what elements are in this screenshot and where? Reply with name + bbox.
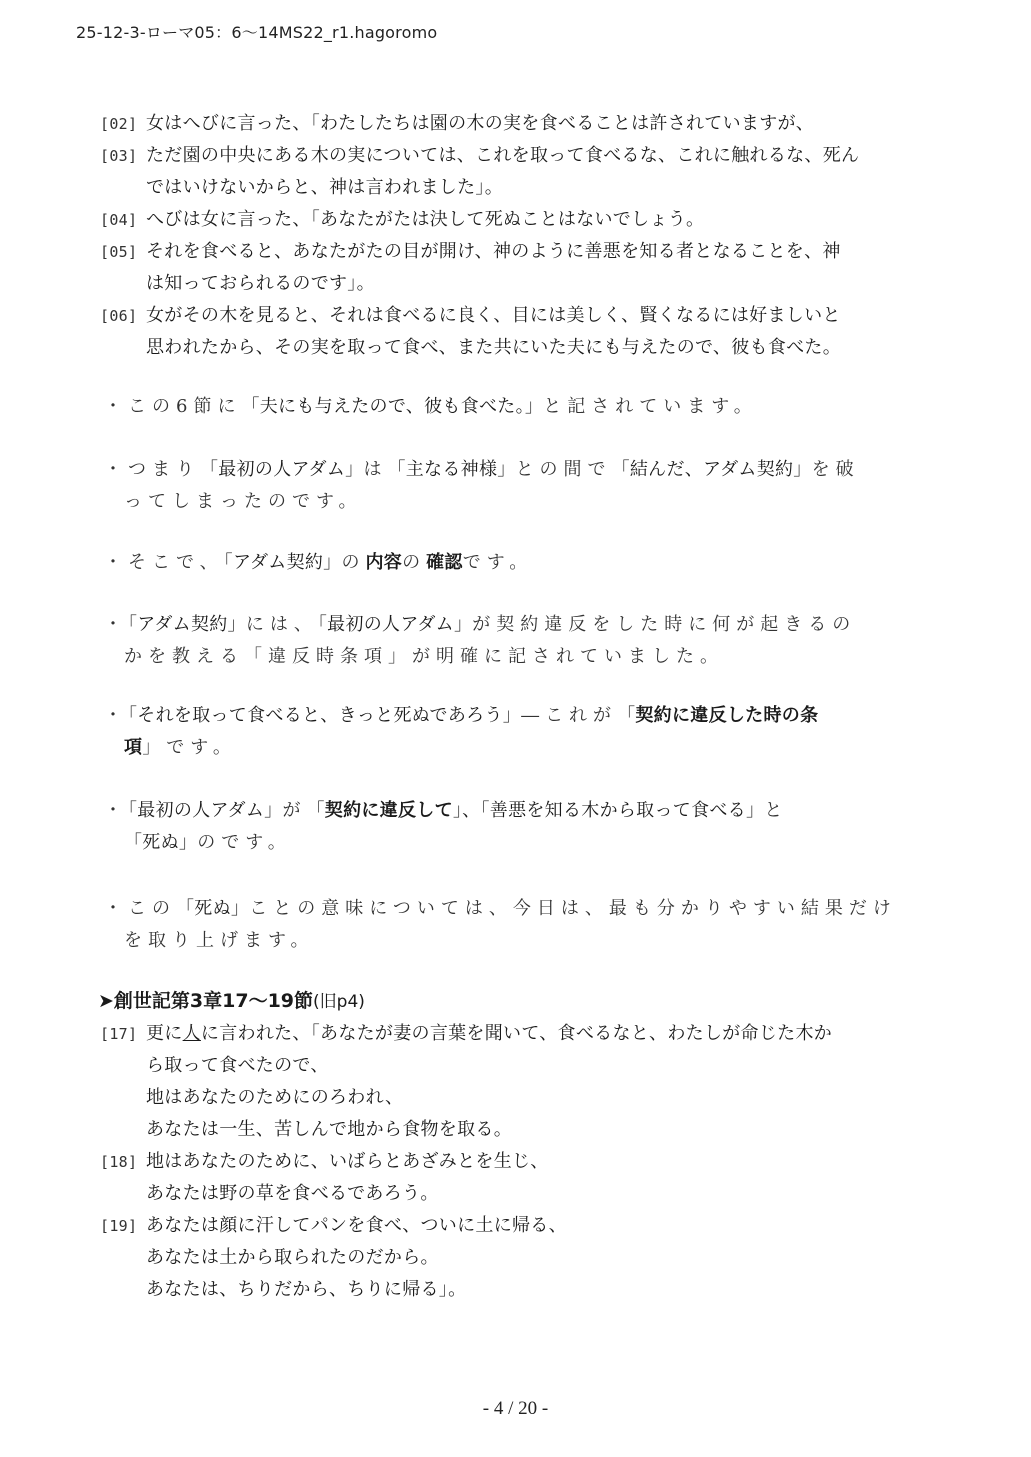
bullet-text: の bbox=[402, 552, 427, 573]
verse-line: 思われたから、その実を取って食べ、また共にいた夫にも与えたので、彼も食べた。 bbox=[146, 337, 842, 358]
bullet-paragraph-1 bbox=[104, 391, 934, 423]
verse-17 bbox=[100, 1018, 930, 1146]
verse-line: あなたは一生、苦しんで地から食物を取る。 bbox=[146, 1119, 512, 1140]
bold-text: 確認 bbox=[426, 552, 463, 573]
bullet-text: と記されています。 bbox=[543, 396, 758, 417]
bullet-paragraph-6 bbox=[104, 795, 934, 859]
bullet-text: 」です。 bbox=[142, 737, 237, 758]
verse-number: [02] bbox=[100, 115, 138, 133]
verse-line: 女はへびに言った、「わたしたちは園の木の実を食べることは許されていますが、 bbox=[146, 113, 815, 134]
bullet-paragraph-4 bbox=[104, 609, 934, 673]
quote-text: 「それを取って食べると、きっと死ぬであろう」 bbox=[128, 705, 522, 726]
verse-line: ら取って食べたので、 bbox=[146, 1055, 329, 1076]
quote-text: 「死ぬ」 bbox=[124, 832, 198, 853]
verse-line: へびは女に言った、「あなたがたは決して死ぬことはないでしょう。 bbox=[146, 209, 705, 230]
bold-text: 契約に違反して bbox=[324, 800, 453, 821]
verse-line: は知っておられるのです」。 bbox=[146, 273, 375, 294]
quote-text: 「最初の人アダム」 bbox=[200, 459, 364, 480]
bullet-text: との間で bbox=[515, 459, 612, 480]
bullet-text: には、 bbox=[245, 614, 318, 635]
verse-line: それを食べると、あなたがたの目が開け、神のように善悪を知る者となることを、神 bbox=[146, 241, 841, 262]
section-reference: (旧p4) bbox=[313, 992, 365, 1012]
verse-18 bbox=[100, 1146, 930, 1210]
quote-text: 「結んだ、アダム契約」 bbox=[611, 459, 812, 480]
verse-line: 更に人に言われた、「あなたが妻の言葉を聞いて、食べるなと、わたしが命じた木か bbox=[146, 1023, 833, 1044]
bold-text: 契約に違反した時の条 bbox=[635, 705, 819, 726]
bullet-text: ・そこで、 bbox=[104, 552, 224, 573]
verse-number: [05] bbox=[100, 243, 138, 261]
quote-text: 「最初の人アダム」 bbox=[317, 614, 473, 635]
bullet-text: ことの意味については、今日は、最も分かりやすい結果だけ bbox=[249, 898, 897, 919]
bullet-text: は bbox=[363, 459, 388, 480]
verse-line: あなたは顔に汗してパンを食べ、ついに土に帰る、 bbox=[146, 1215, 567, 1236]
verse-02 bbox=[100, 108, 930, 140]
bullet-text: が契約違反をした時に何が起きるの bbox=[472, 614, 857, 635]
verse-line: あなたは、ちりだから、ちりに帰る」。 bbox=[146, 1279, 467, 1300]
bullet-text: の bbox=[341, 552, 366, 573]
verse-line: 地はあなたのために、いばらとあざみとを生じ、 bbox=[146, 1151, 549, 1172]
bullet-text: が bbox=[282, 800, 307, 821]
bullet-paragraph-7 bbox=[104, 893, 934, 957]
bullet-text: ・この6節に bbox=[104, 396, 242, 417]
verse-number: [19] bbox=[100, 1217, 138, 1235]
quote-text: 「善悪を知る木から取って食べる」 bbox=[480, 800, 765, 821]
document-header: 25-12-3-ローマ05：6～14MS22_r1.hagoromo bbox=[76, 23, 438, 42]
section-heading bbox=[98, 986, 365, 1013]
bullet-text: ・つまり bbox=[104, 459, 200, 480]
quote-text: 「 bbox=[617, 705, 636, 726]
quote-text: 」、 bbox=[452, 800, 481, 821]
quote-text: 「アダム契約」 bbox=[223, 552, 342, 573]
verse-05 bbox=[100, 236, 930, 300]
bullet-paragraph-3 bbox=[104, 547, 934, 579]
verse-03 bbox=[100, 140, 930, 204]
quote-text: 「死ぬ」 bbox=[176, 898, 250, 919]
quote-text: 「主なる神様」 bbox=[387, 459, 516, 480]
verse-04 bbox=[100, 204, 930, 236]
verse-number: [06] bbox=[100, 307, 138, 325]
bullet-text: ・この bbox=[104, 898, 176, 919]
bullet-text: を取り上げます。 bbox=[124, 930, 315, 951]
bullet-text: のです。 bbox=[197, 832, 292, 853]
verse-line: あなたは土から取られたのだから。 bbox=[146, 1247, 439, 1268]
verse-line: ではいけないからと、神は言われました」。 bbox=[146, 177, 503, 198]
underlined-text: 人 bbox=[182, 1023, 201, 1044]
page-number: - 4 / 20 - bbox=[482, 1398, 549, 1419]
quote-text: 「 bbox=[306, 800, 325, 821]
verses-top bbox=[100, 108, 930, 364]
bullet-paragraph-2 bbox=[104, 454, 934, 518]
bullet-text: ・ bbox=[104, 705, 128, 726]
verse-number: [18] bbox=[100, 1153, 138, 1171]
verse-number: [03] bbox=[100, 147, 138, 165]
verse-line: あなたは野の草を食べるであろう。 bbox=[146, 1183, 439, 1204]
bold-text: 内容 bbox=[365, 552, 403, 573]
quote-text: 「夫にも与えたので、彼も食べた。」 bbox=[241, 396, 544, 417]
bold-text: 項 bbox=[124, 737, 143, 758]
bullet-paragraph-5 bbox=[104, 700, 934, 764]
bullet-text: ・ bbox=[104, 614, 128, 635]
verse-line: 地はあなたのためにのろわれ、 bbox=[146, 1087, 404, 1108]
verse-line: ただ園の中央にある木の実については、これを取って食べるな、これに触れるな、死ん bbox=[146, 145, 860, 166]
bullet-text: ってしまったのです。 bbox=[124, 491, 363, 512]
verses-bottom bbox=[100, 1018, 930, 1306]
verse-19 bbox=[100, 1210, 930, 1306]
section-title: ➤創世記第3章17～19節 bbox=[98, 990, 314, 1012]
quote-text: 「アダム契約」 bbox=[128, 614, 246, 635]
bullet-text: ―これが bbox=[521, 705, 618, 726]
verse-number: [17] bbox=[100, 1025, 138, 1043]
verse-number: [04] bbox=[100, 211, 138, 229]
bullet-text: ・ bbox=[104, 800, 128, 821]
bullet-text: かを教える「違反時条項」が明確に記されていました。 bbox=[124, 646, 724, 667]
verse-line: 女がその木を見ると、それは食べるに良く、目には美しく、賢くなるには好ましいと bbox=[146, 305, 841, 326]
bullet-text: です。 bbox=[462, 552, 534, 573]
verse-06 bbox=[100, 300, 930, 364]
bullet-text: を破 bbox=[811, 459, 860, 480]
quote-text: 「最初の人アダム」 bbox=[128, 800, 283, 821]
bullet-text: と bbox=[764, 800, 789, 821]
